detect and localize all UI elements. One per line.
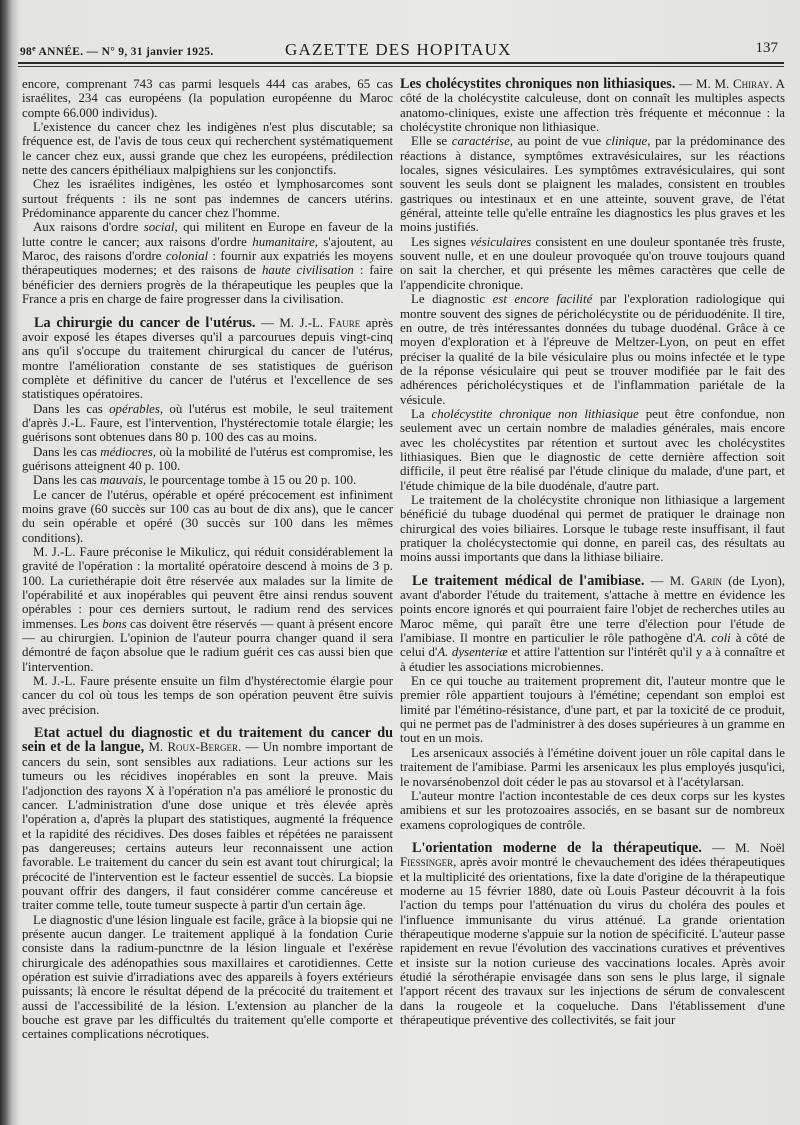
paragraph (400, 134, 785, 234)
paragraph (22, 488, 393, 545)
text-run: Dans les cas (33, 401, 110, 416)
text-run: — M. J.-L. (255, 315, 329, 330)
text-run: M. J.-L. Faure préconise le Mikulicz, qui réduit considérablement la gravité de l'opération : la mortalité opératoire descend à moins de 3 p. 100. La curiethérapie doit être réservée aux malades sur la limite de l'opérabilité et aux inopérables qui peuvent être ainsi rendus souvent opérables : pour ces derniers surtout, le radium rend des services immenses. Les (22, 545, 393, 631)
text-run: Dans les cas (33, 444, 101, 459)
paragraph (22, 913, 393, 1042)
section-heading-paragraph (22, 726, 393, 912)
volume-number: 98 (20, 46, 33, 58)
page-header (20, 36, 782, 58)
text-run: Dans les cas (33, 473, 100, 488)
journal-title: GAZETTE DES HOPITAUX (285, 40, 512, 59)
paragraph (400, 292, 785, 407)
section-heading-paragraph (400, 574, 785, 674)
italic-text: A. coli (695, 631, 731, 646)
author-name: Chiray (733, 77, 770, 91)
issue-line (20, 44, 214, 58)
paragraph (22, 674, 393, 717)
text-run: et attire l'attention sur l'intérêt qu'il y a à connaître et à étudier les associations microbiennes. (400, 645, 785, 674)
text-run: Aux raisons d'ordre (33, 220, 144, 235)
paragraph (22, 120, 393, 177)
text-run: M. (144, 740, 168, 755)
text-run: , après avoir montré le chevauchement des idées thérapeutiques et la multiplicité des orientations, fixe la date d'origine de la thérapeutique moderne au 15 février 1880, date où Louis Pasteur découvrit à la fois l'action du temps pour l'atténuation du virus du choléra des poules et l'influence immunisante du virus atténué. La grande orientation thérapeutique moderne s'appuie sur la notion de spécificité. L'auteur passe rapidement en revue l'évolution des vaccinations curatives et préventives et insiste sur la notion curieuse des vaccinations locales. Après avoir étudié la sérothérapie envisagée dans son sens le plus large, il signale l'apport récent des travaux sur les injections de sérum de convalescent dans la rougeole et la coqueluche. Dans l'établissement d'une thérapeutique préventive des collectivités, se fait jour (400, 855, 785, 1027)
section-title: Etat actuel du diagnostic et du traitement du cancer du sein et de la langue, (22, 725, 393, 756)
text-run: Les signes (411, 234, 471, 249)
right-column (400, 77, 785, 1119)
text-run: L'existence du cancer chez les indigènes n'est plus discutable; sa fréquence est, de l'avis de tous ceux qui recherchent systématiquement le cancer chez eux, aussi grande que chez les européens, prédilection nette des cancers épithéliaux malpighiens sur les conjonctifs. (22, 120, 393, 178)
italic-text: caractérise (451, 134, 510, 149)
italic-text: humanitaire (252, 234, 315, 249)
left-column (22, 77, 393, 1119)
volume-ordinal: e (32, 44, 36, 53)
section-title: La chirurgie du cancer de l'utérus. (34, 314, 256, 331)
text-run: à côté de celui d' (400, 631, 785, 660)
paragraph (400, 746, 785, 789)
section-title: Les cholécystites chroniques non lithiasiques. (400, 77, 676, 92)
text-run: . — Un nombre important de cancers du sein, sont sensibles aux radiations. Leur actions sur les tumeurs ou les récidives inopérables en sont la preuve. Mais l'adjonction des rayons X à l'opération n'a pas amélioré le pronostic du cancer. L'administration d'une dose unique et très élevée après l'opération a, d'après la plupart des statistiques, augmenté la fréquence et la rapidité des récidives. Des doses faibles et répétées ne paraissent pas dangereuses; certains auteurs leur reconnaissent une action favorable. Le traitement du cancer du sein est avant tout chirurgical; la précocité de l'intervention est le facteur essentiel de succès. La biopsie pouvant offrir des dangers, il faut considérer comme cancéreuse et traiter comme telle, toute tumeur suspecte à partir d'un certain âge. (22, 740, 393, 913)
italic-text: colonial (165, 249, 209, 264)
text-run: après avoir exposé les étapes diverses qu'il a parcourues depuis vingt-cinq ans qu'il s'occupe du traitement chirurgical du cancer de l'utérus, montre l'amélioration constante de ses statistiques de guérison complète et définitive du cancer de l'utérus et l'excellence de ses statistiques opératoires. (22, 315, 393, 402)
section-heading-paragraph (400, 77, 785, 134)
italic-text: mauvais (99, 473, 143, 488)
italic-text: social (143, 220, 175, 235)
text-run: , qui militent en Europe en faveur de la lutte contre le cancer; aux raisons d'ordre (22, 220, 393, 249)
paragraph (22, 473, 393, 487)
text-run: , où la mobilité de l'utérus est compromise, les guérisons atteignent 40 p. 100. (22, 444, 393, 473)
italic-text: bons (102, 616, 127, 631)
text-run: — M. M. (675, 77, 734, 91)
text-run: consistent en une douleur spontanée très fruste, souvent nulle, et en une douleur provoquée qu'on trouve toujours quand on sait la chercher, et qui présente les mêmes caractères que celle de l'appendicite chronique. (400, 234, 785, 292)
italic-text: médiocres (100, 444, 153, 459)
italic-text: opérables (109, 401, 160, 416)
text-run: : faire bénéficier des derniers progrès de la thérapeutique les peuples que la France a pris en charge de faire progresser dans la civilisation. (22, 263, 393, 307)
text-run: En ce qui touche au traitement proprement dit, l'auteur montre que le premier rôle appartient toujours à l'émétine; cependant son emploi est limité par l'émétino-résistance, d'une part, et par la toxicité de ce produit, qui ne permet pas de l'administrer à des doses supérieures à un gramme en tout en un mois. (400, 674, 785, 746)
italic-text: vésiculaires (470, 234, 532, 249)
text-run: : fournir aux expatriés les moyens thérapeutiques modernes; et des raisons de (22, 249, 393, 278)
italic-text: clinique (605, 134, 648, 149)
text-run: Chez les israélites indigènes, les ostéo et lymphosarcomes sont surtout fréquents : ils ne sont pas indemnes de cancers utérins. Prédominance apparente du cancer chez l'homme. (22, 177, 393, 221)
issue-date: ANNÉE. — N° 9, 31 janvier 1925. (35, 46, 214, 58)
text-run: Le diagnostic d'une lésion linguale est facile, grâce à la biopsie qui ne présente aucun danger. Le traitement appliqué à la fondation Curie consiste dans la radium-punctnre de la lésion linguale et l'exérèse chirurgicale des adénopathies sous maxillaires et carotidiennes. Cette opération est suivie d'irradiations avec des appareils à foyers extérieurs puissants; là encore le résultat dépend de la précocité du traitement et aussi de l'accessibilité de la lésion. L'extension au plancher de la bouche est grave par les difficultés du traitement qu'elle comporte et certaines complications nécrotiques. (22, 912, 393, 1042)
section-title: Le traitement médical de l'amibiase. (412, 572, 645, 589)
paragraph (400, 235, 785, 292)
text-run: M. J.-L. Faure présente ensuite un film d'hystérectomie élargie pour cancer du col où tous les temps de son opération peuvent être suivis avec précision. (22, 674, 393, 717)
paragraph (400, 493, 785, 565)
section-title: L'orientation moderne de la thérapeutique. (412, 839, 702, 856)
text-run: peut être confondue, non seulement avec un certain nombre de maladies générales, mais encore avec les cholécystites par rétention et surtout avec les cholécystites lithiasiques. Bien que le diagnostic de cette dernière affection soit difficile, il peut être réalisé par l'étude clinique du malade, d'une part, et l'étude chimique de la bile duodénale, d'autre part. (400, 406, 785, 493)
text-run: Le cancer de l'utérus, opérable et opéré précocement est infiniment moins grave (60 succès sur 100 cas au bout de dix ans), que le cancer du sein opérable et opéré (30 succès sur 100 dans les mêmes conditions). (22, 487, 393, 545)
text-run: Elle se (411, 134, 452, 149)
header-rule-thin (18, 66, 784, 67)
italic-text: haute civilisation (261, 263, 354, 278)
author-name: Roux-Berger (167, 740, 238, 755)
header-rule-thick (18, 62, 784, 64)
text-run: — M. (644, 573, 691, 588)
text-run: , le pourcentage tombe à 15 ou 20 p. 100. (142, 473, 357, 488)
paragraph (22, 545, 393, 674)
paragraph (400, 674, 785, 746)
author-name: Garin (690, 573, 723, 588)
paragraph (22, 77, 393, 120)
text-run: , où l'utérus est mobile, le seul traitement d'après J.-L. Faure, est l'intervention, l'hystérectomie totale élargie; les guérisons sont obtenues dans 80 p. 100 des cas au moins. (22, 401, 393, 445)
paragraph (22, 177, 393, 220)
text-run: cas doivent être réservés — quant à présent encore — au chirurgien. L'opinion de l'auteur pourra changer quand il sera démontré de façon absolue que le radium guérit ces cas aussi bien que l'intervention. (22, 616, 393, 674)
section-heading-paragraph (400, 841, 785, 1027)
italic-text: cholécystite chronique non lithiasique (431, 406, 639, 421)
section-heading-paragraph (22, 316, 393, 402)
text-run: L'auteur montre l'action incontestable de ces deux corps sur les kystes amibiens et sur les protozoaires associés, en se basant sur de nombreux examens coprologiques de contrôle. (400, 788, 785, 832)
paragraph (400, 789, 785, 832)
text-run: encore, comprenant 743 cas parmi lesquels 444 cas arabes, 65 cas israélites, 234 cas européens (la population européenne du Maroc compte 66.000 individus). (22, 77, 393, 120)
text-run: , s'ajoutent, au Maroc, des raisons d'ordre (22, 234, 393, 264)
page-number: 137 (755, 40, 778, 56)
paragraph (22, 445, 393, 474)
italic-text: A. dysenteriæ (437, 645, 508, 660)
text-run: Le traitement de la cholécystite chronique non lithiasique a largement bénéficié du tubage duodénal qui permet de pratiquer le drainage non chirurgical des voies biliaires. Lorsque le tubage reste insuffisant, il faut pratiquer la cholécystectomie qui donne, en pareil cas, des résultats au moins aussi importants que dans la lithiase biliaire. (400, 492, 785, 565)
paragraph (400, 407, 785, 493)
text-run: (de Lyon), avant d'aborder l'étude du traitement, s'attache à mettre en évidence les points encore ignorés et qui pourraient faire l'objet de recherches utiles au Maroc même, qui paraît être une terre d'élection pour l'étude de l'amibiase. Il montre en particulier le rôle pathogène d' (400, 573, 785, 646)
text-run: , par la prédominance des réactions à distance, symptômes extravésiculaires, sur les réactions locales, signes vésiculaires. Les symptômes extravésiculaires, qui sont souvent les seuls dont se plaignent les malades, consistent en troubles gastriques ou intestinaux et en une atteinte, souvent grave, de l'état général, atteinte telle qu'elle entraîne les diagnostics les plus graves et les moins justifiés. (400, 134, 785, 235)
italic-text: est encore facilité (492, 292, 593, 307)
text-run: par l'exploration radiologique qui montre souvent des signes de péricholécystite ou de périduodénite. Il tire, en outre, de très intéressantes données du tubage duodénal. Grâce à ce moyen d'exploration et à l'épreuve de Meltzer-Lyon, on peut en effet préciser la qualité de la bile vésiculaire plus ou moins infectée et le type de la réponse vésiculaire qui peut se trouver modifiée par le fait des adhérences péricholécystiques et de l'inflammation pariétale de la vésicule. (400, 292, 785, 407)
author-name: Fiessinger (400, 855, 454, 870)
paragraph (22, 220, 393, 306)
text-run: — M. Noël (701, 840, 785, 855)
paragraph (22, 402, 393, 445)
author-name: Faure (328, 315, 361, 330)
text-run: , au point de vue (509, 134, 606, 149)
text-run: Le diagnostic (411, 292, 493, 307)
text-run: La (411, 406, 432, 421)
text-run: Les arsenicaux associés à l'émétine doivent jouer un rôle capital dans le traitement de l'amibiase. Parmi les arsenicaux les plus employés jusqu'ici, le novarsénobenzol doit céder le pas au stovarsol et à l'acétylarsan. (400, 745, 785, 789)
text-run: . A côté de la cholécystite calculeuse, dont on connaît les multiples aspects anatomo-cliniques, existe une affection très fréquente et méconnue : la cholécystite chronique non lithiasique. (400, 77, 785, 135)
